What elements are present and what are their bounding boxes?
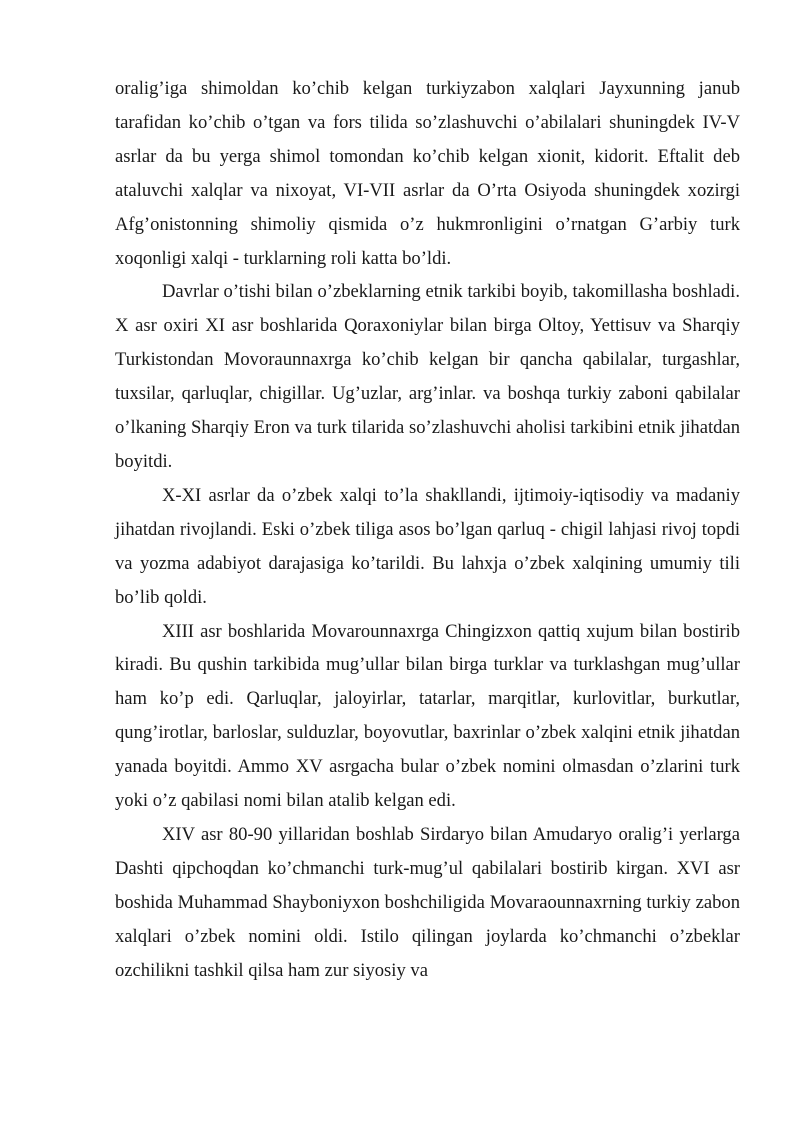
paragraph-2: Davrlar o’tishi bilan o’zbeklarning etnik tarkibi boyib, takomillasha boshladi. X asr oxiri XI asr boshlarida Qoraxoniylar bilan birga Oltoy, Yettisuv va Sharqiy Turkistondan Movoraunnaxrga ko’chib kelgan bir qancha qabilalar, turgashlar, tuxsilar, qarluqlar, chigillar. Ug’uzlar, arg’inlar. va boshqa turkiy zaboni qabilalar o’lkaning Sharqiy Eron va turk tilarida so’zlashuvchi aholisi tarkibini etnik jihatdan boyitdi. [115,281,740,472]
paragraph-5: XIV asr 80-90 yillaridan boshlab Sirdaryo bilan Amudaryo oralig’i yerlarga Dashti qipchoqdan ko’chmanchi turk-mug’ul qabilalari bostirib kirgan. XVI asr boshida Muhammad Shayboniyxon boshchiligida Movaraounnaxrning turkiy zabon xalqlari o’zbek nomini oldi. Istilo qilingan joylarda ko’chmanchi o’zbeklar ozchilikni tashkil qilsa ham zur siyosiy va [115,823,740,981]
document-page [115,72,740,987]
paragraph-1: oralig’iga shimoldan ko’chib kelgan turkiyzabon xalqlari Jayxunning janub tarafidan ko’chib o’tgan va fors tilida so’zlashuvchi o’abilalari shuningdek IV-V asrlar da bu yerga shimol tomondan ko’chib kelgan xionit, kidorit. Eftalit deb ataluvchi xalqlar va nixoyat, VI-VII asrlar da O’rta Osiyoda shuningdek xozirgi Afg’onistonning shimoliy qismida o’z hukmronligini o’rnatgan G’arbiy turk xoqonligi xalqi - turklarning roli katta bo’ldi. [115,78,740,269]
paragraph-3: X-XI asrlar da o’zbek xalqi to’la shakllandi, ijtimoiy-iqtisodiy va madaniy jihatdan rivojlandi. Eski o’zbek tiliga asos bo’lgan qarluq - chigil lahjasi rivoj topdi va yozma adabiyot darajasiga ko’tarildi. Bu lahxja o’zbek xalqining umumiy tili bo’lib qoldi. [115,484,740,608]
paragraph-4: XIII asr boshlarida Movarounnaxrga Chingizxon qattiq xujum bilan bostirib kiradi. Bu qushin tarkibida mug’ullar bilan birga turklar va turklashgan mug’ullar ham ko’p edi. Qarluqlar, jaloyirlar, tatarlar, marqitlar, kurlovitlar, burkutlar, qung’irotlar, barloslar, sulduzlar, boyovutlar, baxrinlar o’zbek xalqini etnik jihatdan yanada boyitdi. Ammo XV asrgacha bular o’zbek nomini olmasdan o’zlarini turk yoki o’z qabilasi nomi bilan atalib kelgan edi. [115,620,740,812]
